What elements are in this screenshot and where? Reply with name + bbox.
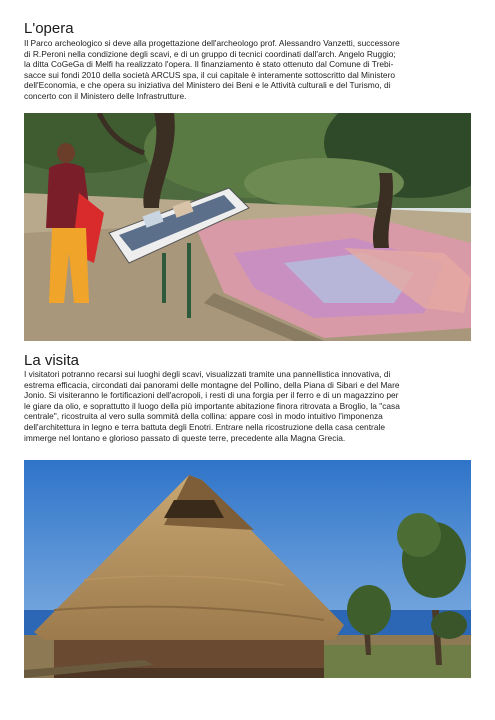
- paragraph-line: immerge nel lontano e glorioso passato di queste terre, precedente alla Magna Grecia.: [24, 432, 346, 443]
- paragraph-line: le giare da olio, e soprattutto il luogo della più importante abitazione finora ritrovata a Broglio, la "casa: [24, 400, 400, 411]
- paragraph-line: estrema efficacia, circondati dai panorami delle montagne del Pollino, della Piana di Sibari e del Mare: [24, 379, 400, 390]
- paragraph-line: Il Parco archeologico si deve alla progettazione dell'archeologo prof. Alessandro Vanzetti, successore: [24, 38, 400, 48]
- paragraph-line: concerto con il Ministero delle Infrastrutture.: [24, 90, 187, 101]
- paragraph-line: dell'architettura in legno e terra battuta degli Enotri. Entrare nella ricostruzione della casa centrale: [24, 421, 385, 432]
- excavation-site-image: [24, 113, 471, 341]
- photo-info-panel-site: [24, 113, 471, 341]
- paragraph-line: I visitatori potranno recarsi sui luoghi degli scavi, visualizzati tramite una pannellistica innovativa, di: [24, 369, 391, 379]
- paragraph-line: centrale", ricostruita al vero sulla sommità della collina: appare così in modo intuitivo l'imponenza: [24, 411, 383, 422]
- paragraph-line: di R.Peroni nella condizione degli scavi, e di un gruppo di tecnici coordinati dall'arch. Angelo Ruggio;: [24, 48, 396, 59]
- paragraph-line: Jonio. Si visiteranno le fortificazioni dell'acropoli, i resti di una forgia per il ferro e di un magazzino per: [24, 390, 399, 401]
- paragraph-visita: [24, 369, 471, 443]
- paragraph-line: sacce sui fondi 2010 della società ARCUS spa, il cui capitale è interamente sottoscritto dal Ministero: [24, 69, 396, 80]
- photo-thatched-hut: [24, 460, 471, 678]
- paragraph-opera: [24, 38, 471, 102]
- paragraph-line: dell'Economia, e che opera su iniziativa del Ministero dei Beni e le Attività culturali e del Turismo, di: [24, 80, 391, 91]
- paragraph-line: la ditta CoGeGa di Melfi ha realizzato l'opera. Il finanziamento è stato ottenuto dal Comune di Trebi-: [24, 59, 394, 70]
- section-title-opera: L'opera: [24, 20, 74, 37]
- thatched-hut-image: [24, 460, 471, 678]
- section-title-visita: La visita: [24, 352, 80, 369]
